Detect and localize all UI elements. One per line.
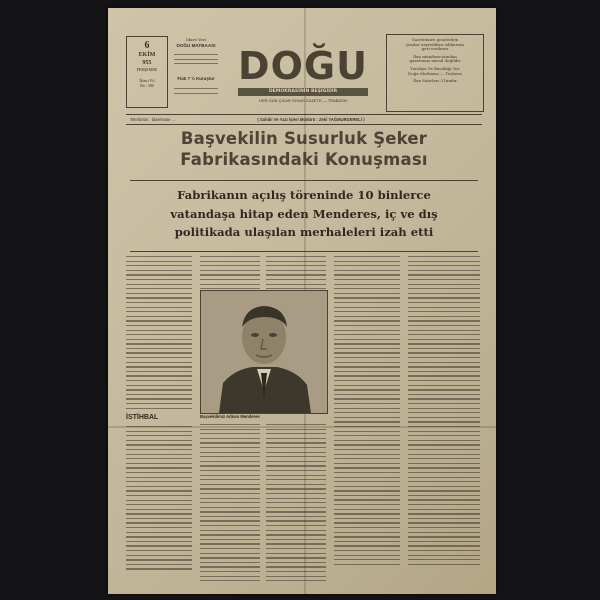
headline-line-1: Başvekilin Susurluk Şeker xyxy=(180,129,428,148)
portrait-illustration xyxy=(201,291,327,413)
subheadline-line-3: politikada ulaşılan merhaleleri izah etti xyxy=(174,225,434,239)
publisher-name: DOĞU MATBAASI xyxy=(176,42,216,48)
year-number: İkinci Yıl xyxy=(139,78,155,83)
column-3-lower-text xyxy=(266,424,326,585)
date-weekday: PERŞEMBE xyxy=(136,67,158,72)
istihbal-section-title: İSTİHBAL xyxy=(126,414,159,421)
date-day: 6 xyxy=(144,40,150,51)
column-4-text xyxy=(334,256,400,568)
column-2-lower-text xyxy=(200,424,260,585)
publisher-info xyxy=(170,38,222,106)
subheadline-line-1: Fabrikanın açılış töreninde 10 binlerce xyxy=(177,188,431,202)
column-3-text xyxy=(266,256,326,293)
headline-line-2: Fabrikasındaki Konuşması xyxy=(180,150,428,169)
subscription-text-lines xyxy=(174,88,218,97)
notice-line: Gazetemize gönderilen xyxy=(411,37,459,42)
menderes-photo xyxy=(200,290,328,414)
subheadline-line-2: vatandaşa hitap eden Menderes, iç ve dış xyxy=(170,206,438,221)
main-headline xyxy=(126,128,482,170)
notice-line: yazılar neşredilsin edilmesin xyxy=(405,41,464,47)
photo-caption: Başvekilimiz Adnan Menderes xyxy=(200,414,260,419)
publisher-text-lines xyxy=(174,54,218,68)
notice-line: gazetemiz mesul değildir xyxy=(409,58,461,64)
strip-left-text: Telefonlar : İdarehane … xyxy=(130,117,176,122)
date-month: EKİM xyxy=(138,52,156,58)
price-label: Fiatı 7 ½ Kuruştur xyxy=(177,76,215,81)
column-2-text xyxy=(200,256,260,293)
notice-line: İlan Satırları 3 liradır xyxy=(413,78,457,84)
date-box xyxy=(126,36,168,108)
column-5-text xyxy=(408,256,480,568)
date-year: 955 xyxy=(142,60,152,66)
subheadline-box xyxy=(130,180,478,252)
notice-line: İlan mündericatından xyxy=(413,53,457,59)
subheadline xyxy=(130,186,478,242)
newspaper-tagline: DEMOKRASİNİN BEŞİĞİDİR xyxy=(238,88,368,96)
notice-line: geri verilmez xyxy=(421,46,449,52)
masthead-strip xyxy=(126,114,482,125)
istihbal-text xyxy=(126,426,192,573)
publisher-label: İdare Yeri xyxy=(186,37,206,42)
newspaper-title: DOĞU xyxy=(238,44,368,88)
strip-editor-text: ( Sahibi Ve Yazı İşleri Müdürü : Zeki YAĞMURDERELİ ) xyxy=(257,117,365,122)
notice-line: Tarabya Ve Basıldığı Yer xyxy=(410,65,460,71)
newspaper-page xyxy=(108,8,496,594)
notice-box xyxy=(386,34,484,112)
newspaper-subtitle: HER GÜN ÇIKAR SİYASİ GAZETE — TRABZON xyxy=(259,98,347,103)
issue-number: No : 300 xyxy=(140,83,154,88)
notice-line: Doğu Matbaası — Trabzon xyxy=(408,70,462,76)
column-1-text xyxy=(126,256,192,412)
